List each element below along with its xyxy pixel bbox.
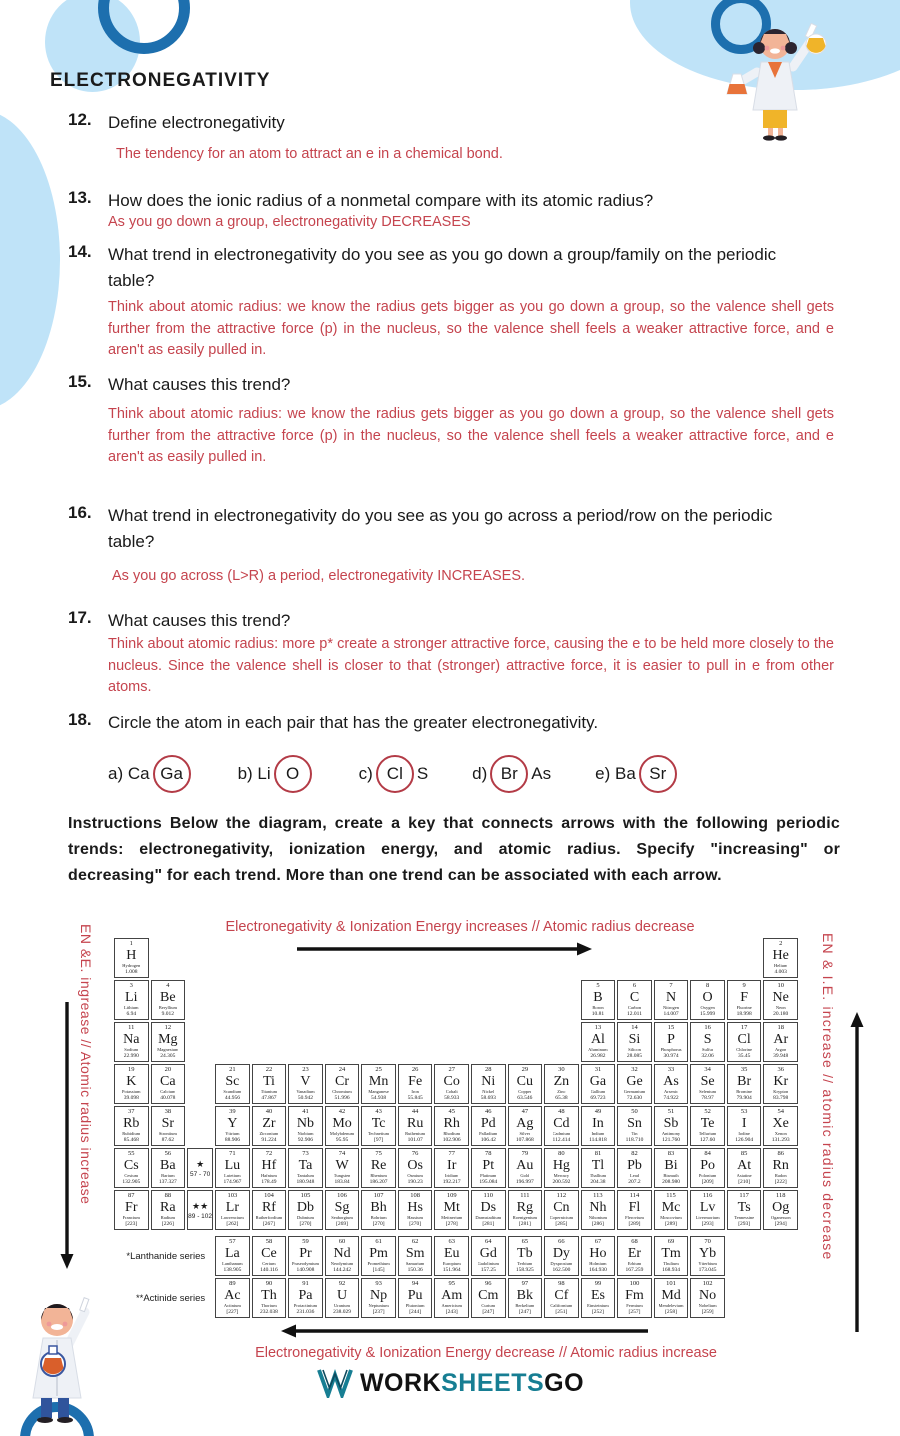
element-Cn: 112 Cn Copernicium [285] [544,1190,579,1230]
element-Am: 95 Am Americium [243] [434,1278,469,1318]
element-Mc: 115 Mc Moscovium [289] [654,1190,689,1230]
element-Rh: 45 Rh Rhodium 102.906 [434,1106,469,1146]
question-18-number: 18. [68,710,92,729]
pair-d-circled: Br [490,755,528,793]
element-Nd: 60 Nd Neodymium 144.242 [325,1236,360,1276]
question-14-number: 14. [68,242,92,261]
element-Sg: 106 Sg Seaborgium [269] [325,1190,360,1230]
element-At: 85 At Astatine [210] [727,1148,762,1188]
series-marker-cell: ★★ 89 - 102 [187,1190,213,1230]
element-Pt: 78 Pt Platinum 195.084 [471,1148,506,1188]
pair-a [108,755,194,793]
question-16-number: 16. [68,503,92,522]
element-Nh: 113 Nh Nihonium [286] [581,1190,616,1230]
question-12 [68,110,820,136]
pair-c-suffix: S [416,764,429,783]
element-Au: 79 Au Gold 196.997 [508,1148,543,1188]
element-Fl: 114 Fl Flerovium [289] [617,1190,652,1230]
element-Se: 34 Se Selenium 78.97 [690,1064,725,1104]
element-Cm: 96 Cm Curium [247] [471,1278,506,1318]
element-Cs: 55 Cs Cesium 132.905 [114,1148,149,1188]
element-Cf: 98 Cf Californium [251] [544,1278,579,1318]
element-Bk: 97 Bk Berkelium [247] [508,1278,543,1318]
element-B: 5 B Boron 10.81 [581,980,616,1020]
element-Rg: 111 Rg Roentgenium [281] [508,1190,543,1230]
pair-c-circled: Cl [376,755,414,793]
question-16 [68,503,820,555]
periodic-series-grid [114,1236,798,1318]
answer-17: Think about atomic radius: more p* create a stronger attractive force, causing the e to be held more closely to the nucleus. Since the valence shell is closer to that (stronger) attractive force, it is easier to pull in e from other atoms. [108,636,834,695]
pair-d [472,755,551,793]
element-Hg: 80 Hg Mercury 200.592 [544,1148,579,1188]
logo-part-sheets: SHEETS [441,1368,545,1397]
series-marker-cell: ★ 57 - 70 [187,1148,213,1188]
question-13 [68,188,820,214]
question-12-number: 12. [68,110,92,129]
element-Ti: 22 Ti Titanium 47.867 [252,1064,287,1104]
element-Co: 27 Co Cobalt 58.933 [434,1064,469,1104]
element-Tb: 65 Tb Terbium 158.925 [508,1236,543,1276]
male-scientist-illustration [5,1282,125,1427]
element-Sm: 62 Sm Samarium 150.36 [398,1236,433,1276]
element-Rn: 86 Rn Radon [222] [763,1148,798,1188]
question-15-number: 15. [68,372,92,391]
element-S: 16 S Sulfur 32.06 [690,1022,725,1062]
element-As: 33 As Arsenic 74.922 [654,1064,689,1104]
element-Np: 93 Np Neptunium [237] [361,1278,396,1318]
element-Ge: 32 Ge Germanium 72.630 [617,1064,652,1104]
logo-part-work: WORK [359,1368,442,1397]
element-Sr: 38 Sr Strontium 87.62 [151,1106,186,1146]
element-Tl: 81 Tl Thallium 204.38 [581,1148,616,1188]
actinide-series-label: **Actinide series [135,1292,206,1304]
element-Pu: 94 Pu Plutonium [244] [398,1278,433,1318]
element-Y: 39 Y Yttrium 88.906 [215,1106,250,1146]
element-Hf: 72 Hf Hafnium 178.49 [252,1148,287,1188]
element-Mo: 42 Mo Molybdenum 95.95 [325,1106,360,1146]
right-arrow-up-icon [849,1012,865,1332]
element-Ne: 10 Ne Neon 20.180 [763,980,798,1020]
element-Eu: 63 Eu Europium 151.964 [434,1236,469,1276]
element-Cd: 48 Cd Cadmium 112.414 [544,1106,579,1146]
element-Ac: 89 Ac Actinium [227] [215,1278,250,1318]
top-arrow-right-icon [297,941,593,957]
element-Og: 118 Og Oganesson [294] [763,1190,798,1230]
answer-16: As you go across (L>R) a period, electronegativity INCREASES. [112,568,526,584]
element-Er: 68 Er Erbium 167.259 [617,1236,652,1276]
element-Ca: 20 Ca Calcium 40.078 [151,1064,186,1104]
pair-a-circled: Ga [153,755,191,793]
element-pairs [108,755,680,793]
pair-b [238,755,315,793]
element-Hs: 108 Hs Hassium [270] [398,1190,433,1230]
question-17-text: What causes this trend? [108,611,291,630]
element-Lu: 71 Lu Lutetium 174.967 [215,1148,250,1188]
element-Cr: 24 Cr Chromium 51.996 [325,1064,360,1104]
element-Pa: 91 Pa Protactinium 231.036 [288,1278,323,1318]
element-Yb: 70 Yb Ytterbium 173.045 [690,1236,725,1276]
pair-b-prefix: b) Li [237,764,271,783]
lanthanide-series-label: *Lanthanide series [126,1250,206,1262]
right-trend-label: EN & I.E. increase // atomic radius decrease [820,933,836,1261]
element-Pr: 59 Pr Praseodymium 140.908 [288,1236,323,1276]
element-P: 15 P Phosphorus 30.974 [654,1022,689,1062]
element-Ir: 77 Ir Iridium 192.217 [434,1148,469,1188]
element-Ru: 44 Ru Ruthenium 101.07 [398,1106,433,1146]
question-17-number: 17. [68,608,92,627]
element-Sb: 51 Sb Antimony 121.760 [654,1106,689,1146]
element-Ts: 117 Ts Tennessine [293] [727,1190,762,1230]
element-V: 23 V Vanadium 50.942 [288,1064,323,1104]
element-Ta: 73 Ta Tantalum 180.948 [288,1148,323,1188]
element-La: 57 La Lanthanum 138.905 [215,1236,250,1276]
element-Rb: 37 Rb Rubidium 85.468 [114,1106,149,1146]
element-Nb: 41 Nb Niobium 92.906 [288,1106,323,1146]
pair-e-prefix: e) Ba [595,764,636,783]
worksheetsgo-w-icon [316,1368,354,1398]
element-I: 53 I Iodine 126.904 [727,1106,762,1146]
element-Te: 52 Te Tellurium 127.60 [690,1106,725,1146]
element-Re: 75 Re Rhenium 186.207 [361,1148,396,1188]
question-13-text: How does the ionic radius of a nonmetal compare with its atomic radius? [108,191,654,210]
element-Tm: 69 Tm Thulium 168.934 [654,1236,689,1276]
element-Zn: 30 Zn Zinc 65.38 [544,1064,579,1104]
pair-e-circled: Sr [639,755,677,793]
element-No: 102 No Nobelium [259] [690,1278,725,1318]
pair-d-prefix: d) [472,764,488,783]
pair-a-prefix: a) Ca [108,764,150,783]
left-trend-label: EN &E. ingrease // Atomic radius increase [78,924,94,1205]
element-Cu: 29 Cu Copper 63.546 [508,1064,543,1104]
top-trend-label: Electronegativity & Ionization Energy increases // Atomic radius decrease [225,919,695,935]
element-Cl: 17 Cl Chlorine 35.45 [727,1022,762,1062]
element-Al: 13 Al Aluminum 26.982 [581,1022,616,1062]
question-14 [68,242,820,294]
element-Xe: 54 Xe Xenon 131.293 [763,1106,798,1146]
element-Db: 105 Db Dubnium [270] [288,1190,323,1230]
logo-part-go: GO [544,1368,585,1397]
question-13-number: 13. [68,188,92,207]
element-Fr: 87 Fr Francium [223] [114,1190,149,1230]
question-14-text: What trend in electronegativity do you see as you go down a group/family on the periodic table? [108,245,777,290]
element-In: 49 In Indium 114.818 [581,1106,616,1146]
element-Fm: 100 Fm Fermium [257] [617,1278,652,1318]
bottom-arrow-left-icon [280,1323,648,1339]
element-Th: 90 Th Thorium 232.038 [252,1278,287,1318]
element-Ce: 58 Ce Cerium 140.116 [252,1236,287,1276]
answer-15: Think about atomic radius: we know the radius gets bigger as you go down a group, so the valence shell gets further from the attractive force (p) in the nucleus, so the valence shell feels a weaker attractive force, and e aren't as easily pulled in. [108,406,834,465]
element-Po: 84 Po Polonium [209] [690,1148,725,1188]
element-Ho: 67 Ho Holmium 164.930 [581,1236,616,1276]
bottom-trend-label: Electronegativity & Ionization Energy decrease // Atomic radius increase [255,1345,717,1361]
element-Tc: 43 Tc Technetium [97] [361,1106,396,1146]
question-15-text: What causes this trend? [108,375,291,394]
pair-b-circled: O [274,755,312,793]
element-Pd: 46 Pd Palladium 106.42 [471,1106,506,1146]
left-arrow-down-icon [59,1002,75,1270]
worksheetsgo-logo [0,1368,900,1398]
element-Ga: 31 Ga Gallium 69.723 [581,1064,616,1104]
element-Ag: 47 Ag Silver 107.868 [508,1106,543,1146]
pair-c-prefix: c) [358,764,373,783]
element-Sn: 50 Sn Tin 118.710 [617,1106,652,1146]
element-F: 9 F Fluorine 18.998 [727,980,762,1020]
element-Bh: 107 Bh Bohrium [270] [361,1190,396,1230]
element-Bi: 83 Bi Bismuth 208.980 [654,1148,689,1188]
element-O: 8 O Oxygen 15.999 [690,980,725,1020]
element-Lv: 116 Lv Livermorium [293] [690,1190,725,1230]
pair-e [595,755,680,793]
element-Gd: 64 Gd Gadolinium 157.25 [471,1236,506,1276]
element-Rf: 104 Rf Rutherfordium [267] [252,1190,287,1230]
periodic-table-grid [114,938,798,1230]
element-Mn: 25 Mn Manganese 54.938 [361,1064,396,1104]
question-18 [68,710,820,736]
element-Pm: 61 Pm Promethium [145] [361,1236,396,1276]
element-He: 2 He Helium 4.003 [763,938,798,978]
answer-13: As you go down a group, electronegativity DECREASES [108,214,471,230]
element-W: 74 W Tungsten 183.84 [325,1148,360,1188]
question-17 [68,608,820,634]
answer-14: Think about atomic radius: we know the radius gets bigger as you go down a group, so the valence shell gets further from the attractive force (p) in the nucleus, so the valence shell feels a weaker attractive force, and e aren't as easily pulled in. [108,299,834,358]
element-Zr: 40 Zr Zirconium 91.224 [252,1106,287,1146]
question-12-text: Define electronegativity [108,113,285,132]
element-Pb: 82 Pb Lead 207.2 [617,1148,652,1188]
element-Kr: 36 Kr Krypton 83.798 [763,1064,798,1104]
element-Be: 4 Be Beryllium 9.012 [151,980,186,1020]
element-Li: 3 Li Lithium 6.94 [114,980,149,1020]
element-Ba: 56 Ba Barium 137.327 [151,1148,186,1188]
question-15 [68,372,820,398]
element-Ar: 18 Ar Argon 39.948 [763,1022,798,1062]
element-Lr: 103 Lr Lawrencium [262] [215,1190,250,1230]
element-Mg: 12 Mg Magnesium 24.305 [151,1022,186,1062]
element-Mt: 109 Mt Meitnerium [278] [434,1190,469,1230]
element-Fe: 26 Fe Iron 55.845 [398,1064,433,1104]
element-Md: 101 Md Mendelevium [258] [654,1278,689,1318]
pair-d-suffix: As [531,764,552,783]
element-Dy: 66 Dy Dysprosium 162.500 [544,1236,579,1276]
element-Sc: 21 Sc Scandium 44.956 [215,1064,250,1104]
element-H: 1 H Hydrogen 1.008 [114,938,149,978]
element-Os: 76 Os Osmium 190.23 [398,1148,433,1188]
decor-blob-left [0,110,60,410]
question-18-text: Circle the atom in each pair that has the greater electronegativity. [108,713,599,732]
instructions-paragraph: Instructions Below the diagram, create a key that connects arrows with the following periodic trends: electronegativity, ionization energy, and atomic radius. Specify "increasing" or decreasing" for each trend. More than one trend can be associated with each arrow. [68,815,840,884]
question-16-text: What trend in electronegativity do you see as you go across a period/row on the periodic table? [108,506,773,551]
element-Ds: 110 Ds Darmstadtium [281] [471,1190,506,1230]
element-Si: 14 Si Silicon 28.085 [617,1022,652,1062]
page-title: ELECTRONEGATIVITY [50,70,271,91]
element-Ni: 28 Ni Nickel 58.693 [471,1064,506,1104]
element-N: 7 N Nitrogen 14.007 [654,980,689,1020]
element-Es: 99 Es Einsteinium [252] [581,1278,616,1318]
element-C: 6 C Carbon 12.011 [617,980,652,1020]
element-U: 92 U Uranium 238.029 [325,1278,360,1318]
pair-c [359,755,429,793]
element-Ra: 88 Ra Radium [226] [151,1190,186,1230]
answer-12: The tendency for an atom to attract an e in a chemical bond. [116,146,503,162]
element-K: 19 K Potassium 39.098 [114,1064,149,1104]
element-Na: 11 Na Sodium 22.990 [114,1022,149,1062]
element-Br: 35 Br Bromine 79.904 [727,1064,762,1104]
